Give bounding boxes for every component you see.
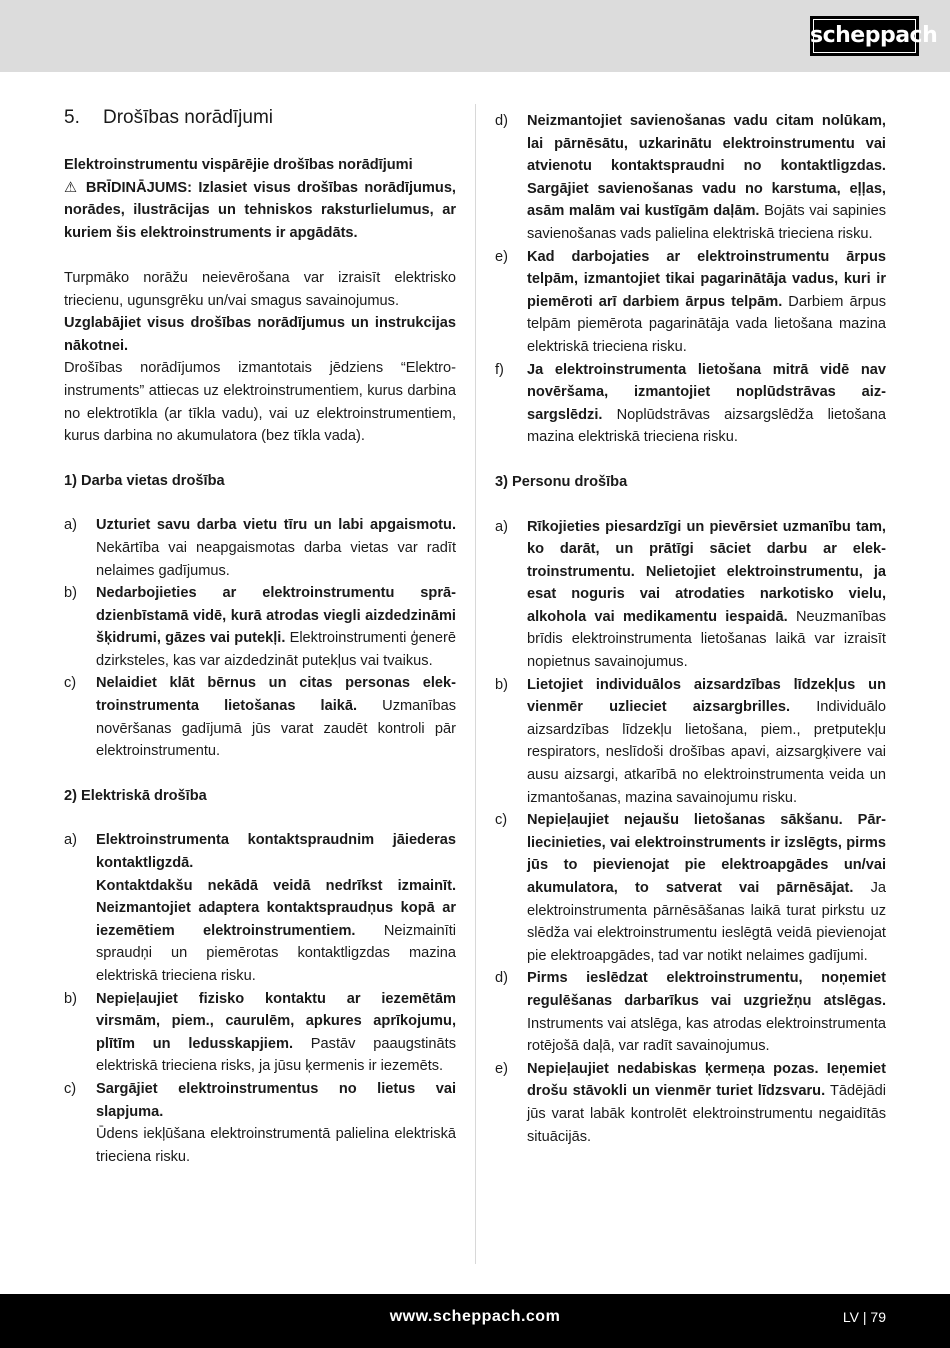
- left-column: [64, 104, 456, 1168]
- list-item: c) Sargājiet elektroinstrumentus no lietus vai slapjuma. Ūdens iekļūšana elektroinstrumentā palielina elektriskā trieciena risku.: [64, 1080, 456, 1165]
- list-item: c) Nepieļaujiet nejaušu lietošanas sākšanu. Pārliecinieties, vai elektroinstruments ir izslēgts, pirms jūs to pievienojat pie elektroapgādes un/vai akumulatora, to satverat vai pārnēsājat. Ja elektroinstrumenta pārnēsāšanas laikā turat pirkstu uz slēdža vai elektroinstrumentu ieslēgtā veidā pievienojat pie elektroapgādes, tad var notikt nelaimes gadījumi.: [495, 812, 886, 964]
- subheading-electrical-safety: 2) Elektriskā drošība: [64, 787, 207, 804]
- list-item: d) Neizmantojiet savienošanas vadu citam nolūkam, lai pārnēsātu, uzkarinātu elektroinstrumentu vai atvienotu kontaktspraudni no kontaktligzdas. Sargājiet savienošanas vadu no karstuma, eļļas, asām malām vai kustīgām daļām. Bojāts vai sapinies savienošanas vads palielina elektriskā trieciena risku.: [495, 113, 886, 242]
- column-divider: [475, 104, 476, 1264]
- page-footer: [0, 1294, 950, 1348]
- section-title: [64, 104, 456, 132]
- warning-label: BRĪDINĀJUMS:: [85, 179, 193, 196]
- list-item: a) Elektroinstrumenta kontaktspraudnim jāiederas kontaktligzdā. Kontaktdakšu nekādā veidā nedrīkst izmainīt. Neizmantojiet adaptera kontaktspraudņus kopā ar iezemētiem elektroinstrumentiem. Neizmainīti spraudņi un piemērotas kontaktligzdas mazina elektriskā trieciena risku.: [64, 832, 456, 984]
- list-item: e) Nepieļaujiet nedabiskas ķermeņa pozas. Ieņemiet drošu stāvokli un vienmēr turiet līdzsvaru. Tādējādi jūs varat labāk kontrolēt elektroinstrumentu negaidītās situācijās.: [495, 1060, 886, 1145]
- warning-text: Izlasiet visus drošības norādījumus, norādes, ilustrācijas un tehniskos raksturlielumus, ar kuriem šis elektroinstruments ir apgādāts.: [64, 179, 456, 241]
- subheading-personal-safety: 3) Personu drošība: [495, 473, 628, 490]
- list-item: b) Nedarbojieties ar elektroinstrumentu sprādzienbīstamā vidē, kurā atrodas viegli aizdedzināmi šķidrumi, gāzes vai putekļi. Elektroinstrumenti ģenerē dzirksteles, kas var aizdedzināt putekļus vai tvaikus.: [64, 585, 457, 669]
- page-number: LV | 79: [842, 1309, 886, 1325]
- list-item: b) Nepieļaujiet fizisko kontaktu ar iezemētām virsmām, piem., caurulēm, apkures aprīkojumu, plītīm un ledusskapjiem. Pastāv paaugstināts elektriskā trieciena risks, ja jūsu ķermenis ir iezemēts.: [64, 990, 456, 1075]
- warning-paragraph: [64, 177, 456, 245]
- right-column: [495, 110, 886, 1148]
- list-item: d) Pirms ieslēdzat elektroinstrumentu, noņemiet regulēšanas darbarīkus vai uzgriežņu atslēgas. Instruments vai atslēga, kas atrodas elektroinstrumenta rotējošā daļā, var radīt savainojumus.: [495, 970, 886, 1055]
- list-item: a) Rīkojieties piesardzīgi un pievērsiet uzmanību tam, ko darāt, un prātīgi sāciet darbu ar elektroinstrumentu. Nelietojiet elektroinstrumentu, ja esat noguris vai atrodaties narkotisko vielu, alkohola vai medikamentu iespaidā. Neuzmanības brīdis elektroinstrumenta lietošanas laikā var izraisīt nopietnus savainojumus.: [495, 518, 886, 671]
- website-link[interactable]: www.scheppach.com: [389, 1308, 561, 1325]
- keep-instructions-paragraph: Uzglabājiet visus drošības norādījumus un instrukcijas nākotnei.: [64, 315, 456, 354]
- general-safety-heading: Elektroinstrumentu vispārējie drošības norādījumi: [64, 157, 413, 173]
- section-title-text: Drošības norādījumi: [103, 107, 274, 128]
- section-number: 5.: [64, 107, 80, 128]
- warning-triangle-icon: ⚠: [64, 178, 80, 196]
- list-item: b) Lietojiet individuālos aizsardzības līdzekļus un vienmēr uzlieciet aizsargbrilles. Individuālo aizsardzības līdzekļu lietošana, piem., pretputekļu respirators, neslīdoši drošības apavi, aizsargķivere vai ausu aizsargi, atkarībā no elektroinstrumenta veida un izmantošanas, mazina savainojumu risku.: [495, 676, 886, 806]
- brand-logo: scheppach: [810, 16, 919, 56]
- list-item: e) Kad darbojaties ar elektroinstrumentu ārpus telpām, izmantojiet tikai pagarinātāja vadus, kuri ir piemēroti arī darbiem ārpus telpām. Darbiem ārpus telpām piemērota pagarinātāja vada lietošana mazina elektriskā trieciena risku.: [495, 248, 886, 355]
- list-item: a) Uzturiet savu darba vietu tīru un labi apgaismotu. Nekārtība vai neapgaismotas darba vietas var radīt nelaimes gadījumus.: [64, 517, 456, 579]
- subheading-work-area: 1) Darba vietas drošība: [64, 472, 225, 489]
- list-item: f) Ja elektroinstrumenta lietošana mitrā vidē nav novēršama, izmantojiet noplūdstrāvas aizsargslēdzi. Noplūdstrāvas aizsargslēdža lietošana mazina elektriskā trieciena risku.: [495, 361, 886, 446]
- page-header: [0, 0, 950, 72]
- list-item: c) Nelaidiet klāt bērnus un citas personas elektroinstrumenta lietošanas laikā. Uzmanības novēršanas gadījumā jūs varat zaudēt kontroli pār elektroinstrumentu.: [64, 675, 456, 760]
- consequence-paragraph: Turpmāko norāžu neievērošana var izraisīt elektrisko triecienu, ugunsgrēku un/vai smagus savainojumus.: [64, 269, 456, 309]
- definition-paragraph: Drošības norādījumos izmantotais jēdziens “Elektroinstruments” attiecas uz elektroinstrumentiem, kurus darbina no elektrotīkla (ar tīkla vadu), vai uz elektroinstrumentiem, kurus darbina no akumulatora (bez tīkla vada).: [64, 360, 456, 445]
